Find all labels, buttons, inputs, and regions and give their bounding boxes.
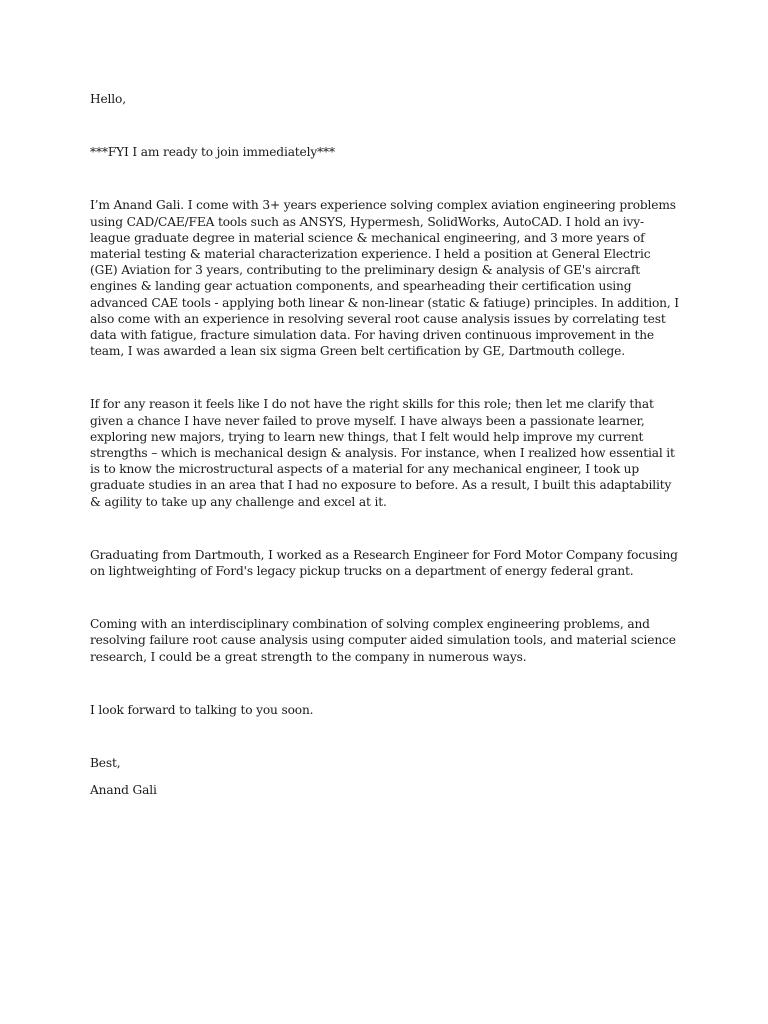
paragraph-adaptability: If for any reason it feels like I do not have the right skills for this role; then let me clarify that given a chance I have never failed to prove myself. I have always been a passionate learner, exploring new majors, trying to learn new things, that I felt would help improve my current strengths – which is mechanical design & analysis. For instance, when I realized how essential it is to know the microstructural aspects of a material for any mechanical engineer, I took up graduate studies in an area that I had no exposure to before. As a result, I built this adaptability & agility to take up any challenge and excel at it. (90, 397, 675, 509)
paragraph-ford-experience: Graduating from Dartmouth, I worked as a Research Engineer for Ford Motor Company focusing on lightweighting of Ford's legacy pickup trucks on a department of energy federal grant. (90, 547, 678, 579)
signature: Anand Gali (90, 783, 157, 798)
cover-letter (90, 91, 680, 798)
closing: Best, (90, 756, 121, 771)
paragraph-closing-remark: I look forward to talking to you soon. (90, 702, 314, 717)
paragraph-introduction: I’m Anand Gali. I come with 3+ years experience solving complex aviation engineering problems using CAD/CAE/FEA tools such as ANSYS, Hypermesh, SolidWorks, AutoCAD. I hold an ivy-league graduate degree in material science & mechanical engineering, and 3 more years of material testing & material characterization experience. I held a position at General Electric (GE) Aviation for 3 years, contributing to the preliminary design & analysis of GE's aircraft engines & landing gear actuation components, and spearheading their certification using advanced CAE tools - applying both linear & non-linear (static & fatiuge) principles. In addition, I also come with an experience in resolving several root cause analysis issues by correlating test data with fatigue, fracture simulation data. For having driven continuous improvement in the team, I was awarded a lean six sigma Green belt certification by GE, Dartmouth college. (90, 198, 679, 359)
paragraph-summary: Coming with an interdisciplinary combination of solving complex engineering problems, and resolving failure root cause analysis using computer aided simulation tools, and material science research, I could be a great strength to the company in numerous ways. (90, 617, 676, 664)
greeting: Hello, (90, 92, 126, 106)
availability-notice: ***FYI I am ready to join immediately*** (90, 145, 335, 160)
